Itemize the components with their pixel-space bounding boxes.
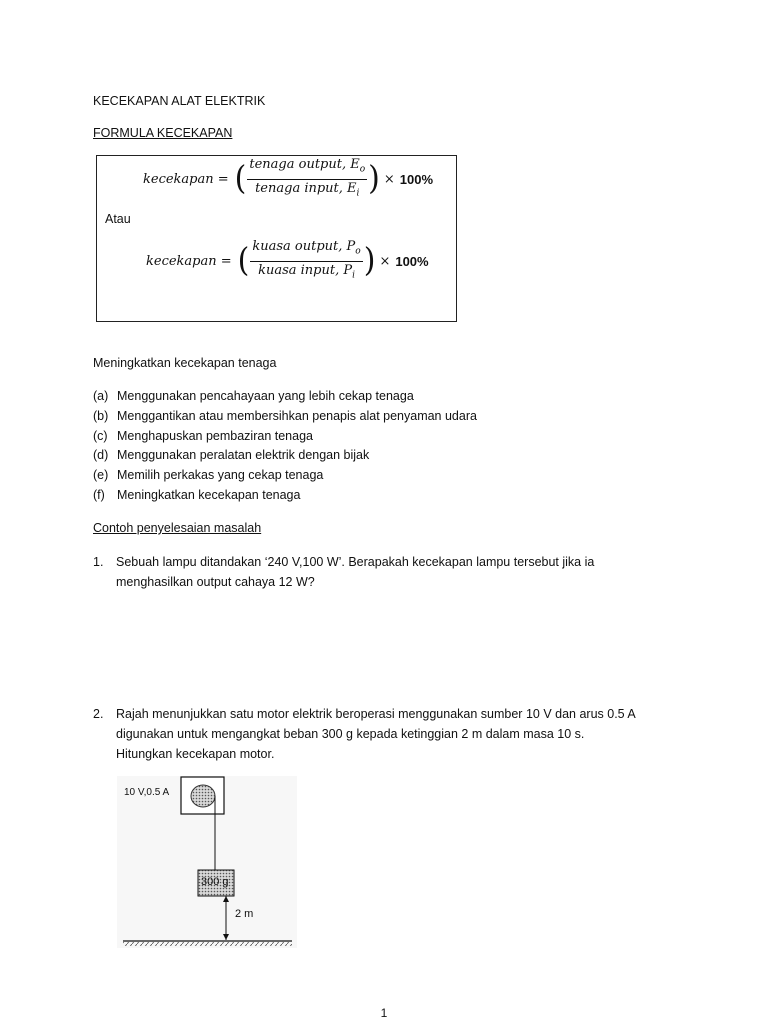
motor-diagram-drawing [117, 776, 297, 948]
formula1-denominator: tenaga input, $E_i$ [255, 180, 360, 199]
question-1: 1. Sebuah lampu ditandakan ‘240 V,100 W’. Berapakah kecekapan lampu tersebut jika ia menghasilkan output cahaya 12 W? [93, 552, 693, 592]
right-paren-icon: ) [368, 159, 380, 198]
formula2-numerator: kuasa output, $P_o$ [250, 239, 362, 262]
efficiency-power-formula [146, 238, 429, 284]
page-number: 1 [380, 1006, 388, 1020]
formula1-numerator: tenaga output, $E_o$ [247, 157, 367, 180]
formula1-times: × [383, 171, 395, 187]
list-item: (a) Menggunakan pencahayaan yang lebih cekap tenaga [93, 389, 414, 403]
formula2-times: × [379, 253, 391, 269]
arrow-down-icon [223, 934, 229, 940]
list-item: (c) Menghapuskan pembaziran tenaga [93, 428, 313, 443]
left-paren-icon: ( [237, 241, 250, 280]
arrow-up-icon [223, 896, 229, 902]
list-item: (d) Menggunakan peralatan elektrik dengan bijak [93, 448, 370, 463]
example-heading: Contoh penyelesaian masalah [93, 521, 262, 535]
formula1-fraction [247, 157, 367, 201]
formula-heading: FORMULA KECEKAPAN [93, 126, 233, 140]
formula2-fraction [250, 239, 362, 283]
page-title: KECEKAPAN ALAT ELEKTRIK [93, 94, 266, 108]
left-paren-icon: ( [234, 159, 247, 198]
list-item: (e) Memilih perkakas yang cekap tenaga [93, 468, 324, 483]
question-2: 2. Rajah menunjukkan satu motor elektrik beroperasi menggunakan sumber 10 V dan arus 0.5 A digunakan untuk mengangkat beban 300 g kepada ketinggian 2 m dalam masa 10 s. Hitungkan kecekapan motor. [93, 704, 693, 764]
question-number: 2. [93, 707, 104, 721]
formula2-percent: 100% [395, 253, 429, 269]
formula2-denominator: kuasa input, $P_i$ [258, 262, 355, 281]
list-item: (b) Menggantikan atau membersihkan penapis alat penyaman udara [93, 408, 477, 423]
motor-icon [191, 785, 215, 807]
motor-diagram [117, 776, 297, 948]
question-number: 1. [93, 555, 104, 569]
improve-list [93, 387, 477, 506]
efficiency-energy-formula [143, 156, 433, 202]
formula1-lhs: kecekapan = [143, 171, 229, 187]
ground-hatch [123, 942, 292, 946]
height-label: 2 m [235, 908, 254, 920]
formula-box [96, 155, 457, 322]
formula2-lhs: kecekapan = [146, 253, 232, 269]
improve-heading: Meningkatkan kecekapan tenaga [93, 356, 277, 370]
list-item: (f) Meningkatkan kecekapan tenaga [93, 487, 301, 502]
motor-label: 10 V,0.5 A [124, 787, 170, 798]
right-paren-icon: ) [363, 241, 376, 280]
formula1-percent: 100% [399, 171, 434, 187]
load-label: 300 g [201, 876, 229, 888]
atau-label: Atau [105, 212, 131, 226]
